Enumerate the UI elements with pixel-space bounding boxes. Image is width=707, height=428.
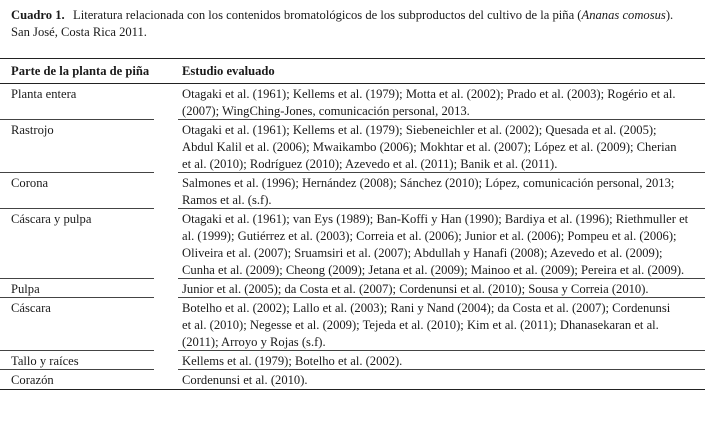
table-row	[0, 370, 705, 389]
plant-part-cell: Tallo y raíces	[0, 351, 160, 370]
caption-location: San José, Costa Rica 2011.	[11, 25, 147, 39]
study-line: Salmones et al. (1996); Hernández (2008); Sánchez (2010); López, comunicación personal, 2013;	[182, 176, 675, 190]
plant-part-cell: Corona	[0, 173, 160, 209]
study-line: Ramos et al. (s.f).	[182, 193, 272, 207]
study-line: (2007); WingChing-Jones, comunicación personal, 2013.	[182, 104, 470, 118]
header-study: Estudio evaluado	[182, 63, 275, 78]
table-caption	[11, 7, 703, 41]
study-line: Kellems et al. (1979); Botelho et al. (2002).	[182, 354, 403, 368]
study-cell	[160, 370, 705, 389]
plant-part-cell: Pulpa	[0, 279, 160, 298]
study-line: et al. (2010); Rodríguez (2010); Azevedo et al. (2011); Banik et al. (2011).	[182, 157, 558, 171]
plant-part-cell: Cáscara	[0, 298, 160, 351]
study-line: Otagaki et al. (1961); Kellems et al. (1979); Siebeneichler et al. (2002); Quesada et al. (2005);	[182, 123, 657, 137]
plant-part-cell: Rastrojo	[0, 120, 160, 173]
table-row	[0, 279, 705, 298]
table-body	[0, 84, 705, 389]
study-cell	[160, 298, 705, 351]
study-line: Junior et al. (2005); da Costa et al. (2007); Cordenunsi et al. (2010); Sousa y Correia (2010).	[182, 282, 649, 296]
study-line: et al. (2010); Negesse et al. (2009); Tejeda et al. (2010); Kim et al. (2011); Dhanasekaran et al.	[182, 318, 659, 332]
caption-species: Ananas comosus	[581, 8, 666, 22]
study-line: (2011); Arroyo y Rojas (s.f).	[182, 335, 326, 349]
study-line: Cunha et al. (2009); Cheong (2009); Jetana et al. (2009); Mainoo et al. (2009); Pereira et al. (2009).	[182, 263, 685, 277]
plant-part-cell: Cáscara y pulpa	[0, 209, 160, 279]
table-row	[0, 209, 705, 279]
table-header	[0, 59, 705, 83]
plant-part-cell: Corazón	[11, 373, 54, 387]
study-line: Abdul Kalil et al. (2006); Mwaikambo (2006); Mokhtar et al. (2007); López et al. (2009); Cherian	[182, 140, 677, 154]
study-line: Otagaki et al. (1961); Kellems et al. (1979); Motta et al. (2002); Prado et al. (2003); Rogério et al.	[182, 87, 676, 101]
study-cell	[160, 173, 705, 209]
study-cell	[160, 209, 705, 279]
study-line: Botelho et al. (2002); Lallo et al. (2003); Rani y Nand (2004); da Costa et al. (2007); Cordenunsi	[182, 301, 671, 315]
plant-part-cell: Planta entera	[0, 84, 160, 120]
table-bottom-rule	[0, 389, 705, 390]
study-cell	[160, 120, 705, 173]
study-line: Cordenunsi et al. (2010).	[182, 373, 308, 387]
study-line: Otagaki et al. (1961); van Eys (1989); Ban-Koffi y Han (1990); Bardiya et al. (1996); Riethmuller et	[182, 212, 689, 226]
table-row	[0, 173, 705, 209]
header-plant-part: Parte de la planta de piña	[11, 63, 150, 78]
study-line: Oliveira et al. (2007); Sruamsiri et al. (2007); Abdullah y Hanafi (2008); Azevedo et al. (2009);	[182, 246, 663, 260]
study-cell	[160, 279, 705, 298]
table-row	[0, 298, 705, 351]
caption-text: Literatura relacionada con los contenidos bromatológicos de los subproductos del cultivo de la piña (	[73, 8, 582, 22]
table-row	[0, 351, 705, 370]
caption-number: Cuadro 1.	[11, 8, 65, 22]
literature-table	[0, 58, 705, 390]
study-cell	[160, 351, 705, 370]
study-line: al. (1999); Gutiérrez et al. (2003); Correia et al. (2006); Junior et al. (2006); Pompeu et al. (2006);	[182, 229, 677, 243]
table-row	[0, 120, 705, 173]
table-row	[0, 84, 705, 120]
study-cell	[160, 84, 705, 120]
caption-text-end: ).	[665, 8, 674, 22]
